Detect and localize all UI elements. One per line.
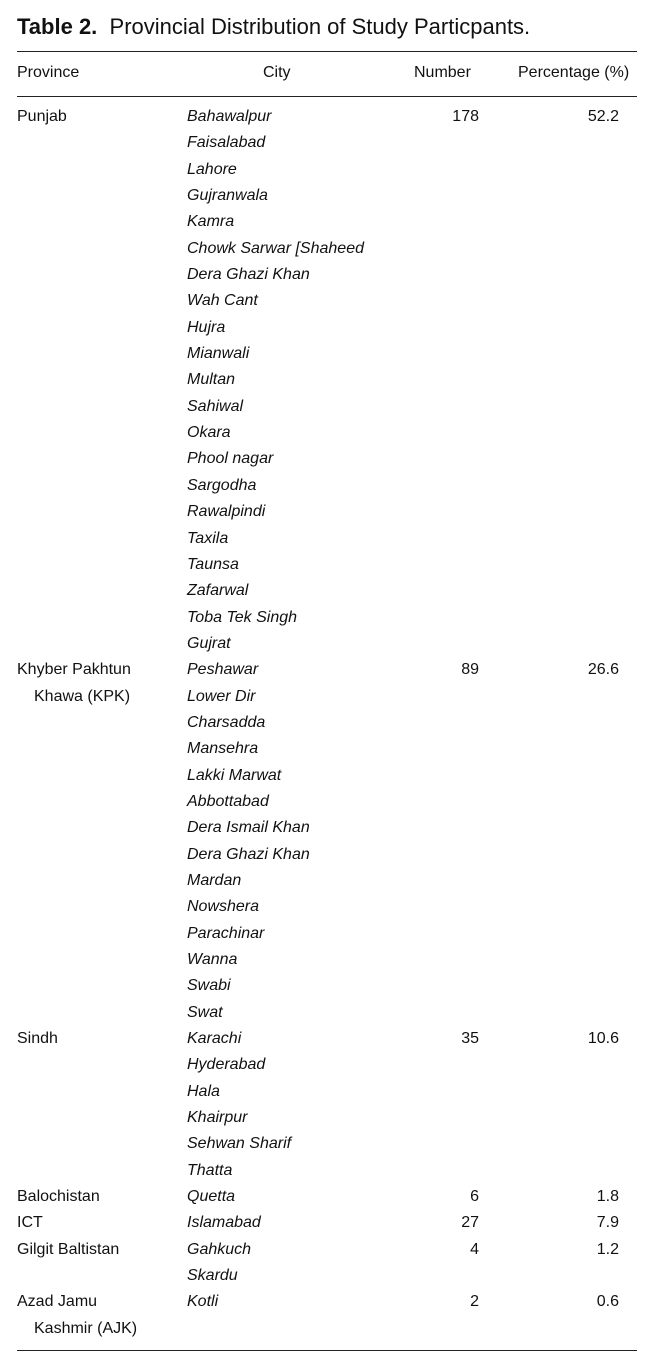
table-row — [17, 104, 637, 657]
city-name: Hala — [187, 1082, 220, 1100]
number-cell: 4 — [470, 1240, 479, 1258]
city-name: Thatta — [187, 1161, 233, 1179]
city-name: Nowshera — [187, 898, 260, 916]
table-row — [17, 1237, 637, 1290]
city-list — [187, 1237, 637, 1290]
percentage-cell: 7.9 — [596, 1214, 619, 1232]
city-name: Hyderabad — [187, 1056, 266, 1074]
city-name: Islamabad — [187, 1214, 261, 1232]
city-name: Mardan — [187, 871, 242, 889]
top-rule — [17, 51, 637, 52]
city-list — [187, 1184, 637, 1210]
city-name: Wanna — [187, 951, 238, 968]
table-caption — [17, 12, 530, 42]
city-name: Peshawar — [187, 661, 259, 679]
city-list — [187, 657, 637, 1026]
city-name: Multan — [187, 371, 236, 389]
header-percentage: Percentage (%) — [518, 64, 630, 81]
number-cell: 35 — [461, 1030, 479, 1048]
city-name: Faisalabad — [187, 134, 266, 152]
province-name-line: Gilgit Baltistan — [17, 1240, 120, 1258]
province-cell — [17, 1210, 182, 1236]
city-name: Lakki Marwat — [187, 766, 282, 784]
percentage-cell: 1.8 — [596, 1188, 619, 1206]
city-name: Sahiwal — [187, 397, 244, 415]
province-cell — [17, 104, 182, 130]
city-name: Swat — [187, 1003, 223, 1021]
city-name: Taunsa — [187, 555, 239, 573]
city-name: Mansehra — [187, 740, 259, 758]
table-row — [17, 1289, 637, 1342]
city-name: Lahore — [187, 160, 237, 178]
city-name: Dera Ghazi Khan — [187, 845, 310, 863]
city-name: Sargodha — [187, 476, 257, 494]
province-cell — [17, 1026, 182, 1052]
city-name: Abbottabad — [187, 792, 269, 810]
table-row — [17, 1026, 637, 1184]
province-name-line: Punjab — [17, 108, 67, 125]
table-row — [17, 657, 637, 1026]
percentage-cell: 52.2 — [587, 108, 619, 125]
header-number: Number — [414, 64, 471, 81]
city-name: Hujra — [187, 318, 226, 336]
city-name: Skardu — [187, 1267, 238, 1285]
header-rule — [17, 96, 637, 97]
city-name: Wah Cant — [187, 292, 258, 310]
city-name: Lower Dir — [187, 687, 256, 705]
province-cell — [17, 657, 182, 710]
header-city: City — [263, 64, 291, 81]
table-row — [17, 1184, 637, 1210]
number-cell: 6 — [470, 1188, 479, 1206]
city-name: Phool nagar — [187, 450, 274, 468]
city-name: Kotli — [187, 1293, 219, 1311]
table-body — [17, 104, 637, 1342]
number-cell: 27 — [461, 1214, 479, 1232]
header-province: Province — [17, 64, 80, 81]
table-caption-text: Provincial Distribution of Study Particpants. — [109, 14, 531, 39]
city-list — [187, 104, 637, 657]
city-name: Gujranwala — [187, 187, 268, 205]
number-cell: 89 — [461, 661, 479, 679]
city-list — [187, 1210, 637, 1236]
percentage-cell: 26.6 — [587, 661, 619, 679]
province-name-line: Sindh — [17, 1030, 58, 1048]
province-cell — [17, 1289, 182, 1342]
city-name: Gujrat — [187, 634, 231, 652]
table-row — [17, 1210, 637, 1236]
bottom-rule — [17, 1350, 637, 1351]
city-name: Mianwali — [187, 345, 250, 363]
province-name-line: Balochistan — [17, 1188, 100, 1206]
province-name-line: Kashmir (AJK) — [34, 1319, 138, 1337]
province-cell — [17, 1184, 182, 1210]
number-cell: 178 — [452, 108, 479, 125]
city-name: Dera Ismail Khan — [187, 819, 310, 837]
percentage-cell: 1.2 — [596, 1240, 619, 1258]
percentage-cell: 0.6 — [596, 1293, 619, 1311]
city-name: Chowk Sarwar [Shaheed — [187, 239, 364, 257]
table-label: Table 2. — [17, 14, 98, 39]
city-name: Khairpur — [187, 1109, 248, 1127]
province-name-line: Khyber Pakhtun — [17, 661, 131, 679]
city-name: Okara — [187, 424, 231, 442]
city-name: Kamra — [187, 213, 235, 231]
province-name-line: Khawa (KPK) — [34, 687, 131, 705]
city-name: Toba Tek Singh — [187, 608, 298, 626]
city-list — [187, 1289, 637, 1342]
city-name: Taxila — [187, 529, 229, 547]
city-name: Sehwan Sharif — [187, 1135, 292, 1153]
city-name: Bahawalpur — [187, 108, 272, 125]
province-name-line: ICT — [17, 1214, 43, 1232]
number-cell: 2 — [470, 1293, 479, 1311]
city-name: Karachi — [187, 1030, 242, 1048]
province-name-line: Azad Jamu — [17, 1293, 98, 1311]
city-name: Charsadda — [187, 713, 266, 731]
city-spacer — [187, 1316, 637, 1342]
city-name: Gahkuch — [187, 1240, 252, 1258]
city-name: Quetta — [187, 1188, 236, 1206]
city-name: Swabi — [187, 977, 231, 995]
city-name: Zafarwal — [187, 582, 249, 600]
city-list — [187, 1026, 637, 1184]
city-name: Rawalpindi — [187, 503, 266, 521]
city-name: Parachinar — [187, 924, 265, 942]
percentage-cell: 10.6 — [587, 1030, 619, 1048]
province-cell — [17, 1237, 182, 1263]
city-name: Dera Ghazi Khan — [187, 266, 310, 284]
